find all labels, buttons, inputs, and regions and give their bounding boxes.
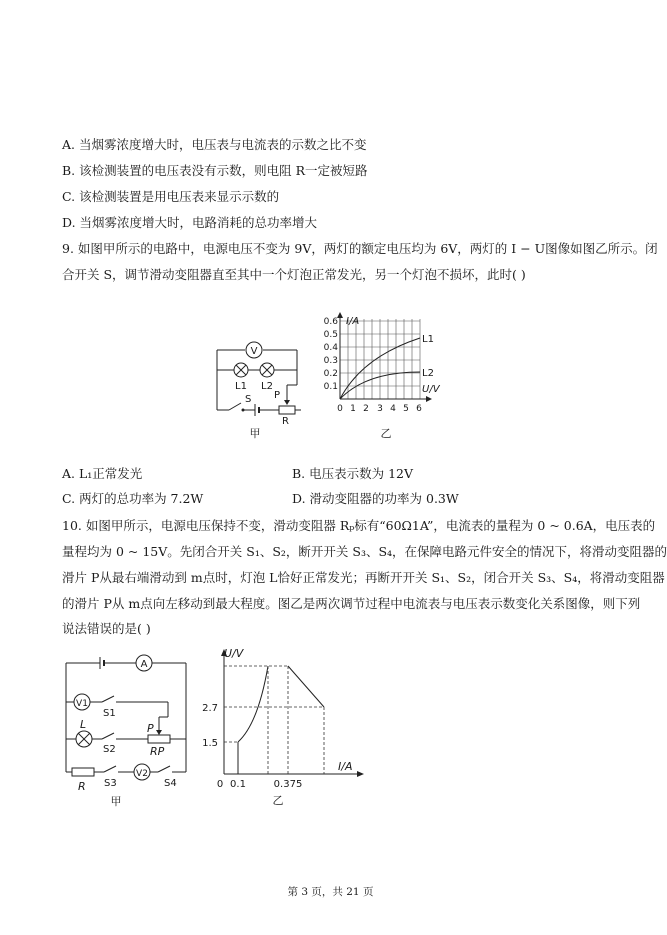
- xtick: 2: [363, 404, 369, 414]
- q9-option-b: B. 电压表示数为 12V: [292, 466, 414, 481]
- s2-label: S2: [103, 744, 116, 755]
- xtick: 0: [216, 779, 224, 790]
- q9-option-d: D. 滑动变阻器的功率为 0.3W: [292, 491, 459, 506]
- option-a-prev: A. 当烟雾浓度增大时，电压表与电流表的示数之比不变: [62, 137, 367, 152]
- voltmeter-label: V: [250, 346, 258, 357]
- xtick: 0: [337, 404, 343, 414]
- option-c-prev: C. 该检测装置是用电压表来显示示数的: [62, 189, 280, 204]
- q10-stem-line5: 说法错误的是( ): [62, 621, 151, 636]
- q9-circuit-diagram: [205, 330, 310, 442]
- option-b-prev: B. 该检测装置的电压表没有示数，则电阻 R一定被短路: [62, 163, 368, 178]
- lamp-label: L: [80, 718, 87, 731]
- fig-caption-yi: 乙: [272, 794, 284, 807]
- v1-label: V1: [76, 699, 88, 709]
- s1-label: S1: [103, 708, 116, 719]
- v2-label: V2: [136, 769, 148, 779]
- switch-label: S: [245, 394, 252, 405]
- ytick: 0.2: [323, 369, 338, 379]
- ytick: 0.3: [323, 356, 338, 366]
- xtick: 5: [403, 404, 409, 414]
- xaxis-label: U/V: [422, 384, 440, 395]
- xtick: 4: [390, 404, 396, 414]
- lamp1-label: L1: [235, 381, 247, 392]
- slider-label: P: [147, 722, 154, 735]
- q9-iu-graph: [323, 312, 446, 442]
- curve-l2-label: L2: [422, 368, 434, 379]
- s3-label: S3: [104, 778, 117, 789]
- q9-option-a: A. L₁正常发光: [62, 466, 143, 481]
- curve-l1-label: L1: [422, 334, 434, 345]
- xtick: 3: [377, 404, 383, 414]
- yaxis-label: U/V: [224, 647, 244, 660]
- xaxis-label: I/A: [338, 760, 353, 773]
- slider-label: P: [274, 390, 281, 401]
- q10-circuit-diagram: [58, 652, 198, 812]
- resistor-label: R: [282, 416, 289, 427]
- q9-stem-line1: 9. 如图甲所示的电路中，电源电压不变为 9V，两灯的额定电压均为 6V，两灯的 I − U图像如图乙所示。闭: [62, 241, 658, 256]
- ytick: 0.6: [323, 317, 338, 327]
- q10-stem-line3: 滑片 P从最右端滑动到 m点时，灯泡 L恰好正常发光；再断开开关 S₁、S₂，闭合开关 S₃、S₄，将滑动变阻器: [62, 570, 665, 585]
- s4-label: S4: [164, 778, 177, 789]
- q10-stem-line1: 10. 如图甲所示，电源电压保持不变，滑动变阻器 Rₚ标有“60Ω1A”，电流表的量程为 0 ~ 0.6A，电压表的: [62, 518, 656, 533]
- fig-caption-jia: 甲: [249, 427, 261, 440]
- xtick: 0.1: [230, 779, 246, 790]
- q10-stem-line4: 的滑片 P从 m点向左移动到最大程度。图乙是两次调节过程中电流表与电压表示数变化关系图像，则下列: [62, 596, 641, 611]
- fig-caption-yi: 乙: [380, 427, 392, 440]
- q10-ui-graph: [202, 644, 370, 809]
- yaxis-label: I/A: [346, 316, 360, 327]
- xtick: 6: [416, 404, 422, 414]
- q9-option-c: C. 两灯的总功率为 7.2W: [62, 491, 204, 506]
- ytick: 0.1: [323, 382, 338, 392]
- r-label: R: [78, 780, 86, 793]
- option-d-prev: D. 当烟雾浓度增大时，电路消耗的总功率增大: [62, 215, 318, 230]
- q10-stem-line2: 量程均为 0 ~ 15V。先闭合开关 S₁、S₂，断开开关 S₃、S₄，在保障电路元件安全的情况下，将滑动变阻器的: [62, 544, 667, 559]
- rp-label: RP: [150, 745, 165, 758]
- ytick: 0.4: [323, 343, 338, 353]
- q9-stem-line2: 合开关 S，调节滑动变阻器直至其中一个灯泡正常发光，另一个灯泡不损坏，此时( ): [62, 267, 526, 282]
- lamp2-label: L2: [261, 381, 273, 392]
- page-footer: 第 3 页，共 21 页: [287, 886, 374, 898]
- ytick: 2.7: [202, 703, 218, 714]
- fig-caption-jia: 甲: [110, 795, 122, 808]
- xtick: 0.375: [273, 779, 303, 790]
- ammeter-label: A: [140, 659, 148, 670]
- xtick: 1: [350, 404, 356, 414]
- ytick: 1.5: [202, 738, 218, 749]
- ytick: 0.5: [323, 330, 338, 340]
